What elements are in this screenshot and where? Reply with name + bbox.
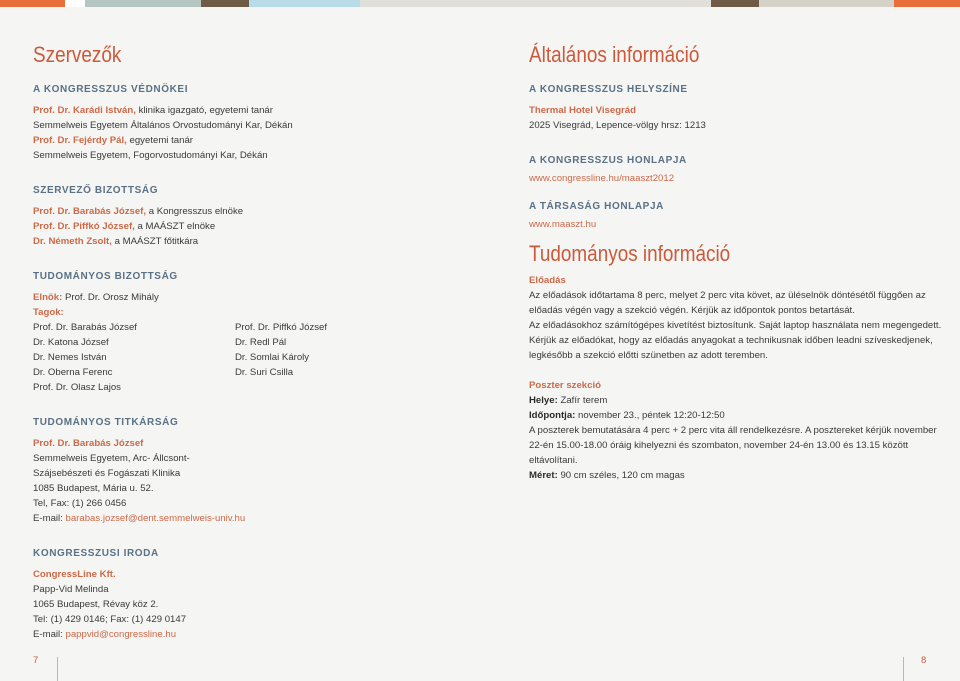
patron-2-org: Semmelweis Egyetem, Fogorvostudományi Kar, Dékán — [33, 150, 268, 161]
stripe-segment — [85, 0, 201, 7]
lecture-line: Kérjük az előadókat, hogy az előadás anyagokat a technikusnak időben leadni szíveskedjenek, — [529, 335, 933, 346]
office-contact: Papp-Vid Melinda — [33, 584, 109, 595]
right-page — [529, 40, 942, 483]
stripe-segment — [894, 0, 960, 7]
stripe-segment — [201, 0, 249, 7]
committee-chair: Elnök: Prof. Dr. Orosz Mihály — [33, 292, 159, 303]
patron-2-name: Prof. Dr. Fejérdy Pál, — [33, 135, 127, 146]
secretariat-email: E-mail: barabas.jozsef@dent.semmelweis-univ.hu — [33, 513, 246, 524]
page-number-right: 8 — [921, 655, 927, 666]
patrons-heading: A KONGRESSZUS VÉDNÖKEI — [33, 84, 189, 95]
patron-1-org: Semmelweis Egyetem Általános Orvostudományi Kar, Dékán — [33, 120, 293, 131]
secretariat-address: 1085 Budapest, Mária u. 52. — [33, 483, 154, 494]
left-page — [33, 40, 473, 642]
stripe-segment — [759, 0, 894, 7]
office-address: 1065 Budapest, Révay köz 2. — [33, 599, 159, 610]
venue-address: 2025 Visegrád, Lepence-völgy hrsz: 1213 — [529, 120, 706, 131]
society-website-link[interactable]: www.maaszt.hu — [529, 219, 597, 230]
member: Prof. Dr. Olasz Lajos — [33, 382, 121, 393]
footer-rule-right — [903, 657, 904, 681]
poster-place: Helye: Zafír terem — [529, 395, 608, 406]
organizer-1: Prof. Dr. Barabás József, a Kongresszus elnöke — [33, 206, 244, 217]
poster-line: eltávolítani. — [529, 455, 578, 466]
stripe-segment — [249, 0, 360, 7]
venue-heading: A KONGRESSZUS HELYSZÍNE — [529, 84, 688, 95]
stripe-segment — [360, 0, 711, 7]
member: Prof. Dr. Barabás József — [33, 322, 137, 333]
congress-website-heading: A KONGRESSZUS HONLAPJA — [529, 155, 687, 166]
office-phone: Tel: (1) 429 0146; Fax: (1) 429 0147 — [33, 614, 187, 625]
top-color-stripe — [0, 0, 960, 7]
member: Dr. Katona József — [33, 337, 109, 348]
office-company: CongressLine Kft. — [33, 569, 116, 580]
scientific-committee-heading: TUDOMÁNYOS BIZOTTSÁG — [33, 271, 178, 282]
page-title-general-info: Általános információ — [529, 42, 700, 67]
patron-1: Prof. Dr. Karádi István, klinika igazgató, egyetemi tanár — [33, 105, 273, 116]
lecture-line: Az előadások időtartama 8 perc, melyet 2 perc vita követ, az üléselnök döntésétől függően az — [529, 290, 926, 301]
secretariat-email-link[interactable]: barabas.jozsef@dent.semmelweis-univ.hu — [65, 513, 246, 524]
member: Dr. Oberna Ferenc — [33, 367, 113, 378]
lecture-line: előadás végén vagy a szekció végén. Kérjük az időpontok pontos betartását. — [529, 305, 855, 316]
poster-line: A poszterek bemutatására 4 perc + 2 perc vita áll rendelkezésre. A posztereket kérjük november — [529, 425, 937, 436]
secretariat-name: Prof. Dr. Barabás József — [33, 438, 144, 449]
member: Prof. Dr. Piffkó József — [235, 322, 328, 333]
poster-time: Időpontja: november 23., péntek 12:20-12:50 — [529, 410, 725, 421]
congress-office-heading: KONGRESSZUSI IRODA — [33, 548, 159, 559]
lecture-line: legkésőbb a szekció előtti szünetben az adott teremben. — [529, 350, 768, 361]
secretariat-org-1: Semmelweis Egyetem, Arc- Állcsont- — [33, 453, 190, 464]
secretariat-phone: Tel, Fax: (1) 266 0456 — [33, 498, 127, 509]
page-number-left: 7 — [33, 655, 39, 666]
society-website-heading: A TÁRSASÁG HONLAPJA — [529, 201, 664, 212]
scientific-secretariat-heading: TUDOMÁNYOS TITKÁRSÁG — [33, 417, 179, 428]
committee-members-label: Tagok: — [33, 307, 64, 318]
page-title-organizers: Szervezők — [33, 42, 122, 67]
page-title-scientific-info: Tudományos információ — [529, 241, 731, 266]
member: Dr. Somlai Károly — [235, 352, 310, 363]
congress-website-link[interactable]: www.congressline.hu/maaszt2012 — [529, 173, 675, 184]
poster-heading: Poszter szekció — [529, 380, 601, 391]
secretariat-org-2: Szájsebészeti és Fogászati Klinika — [33, 468, 181, 479]
lecture-line: Az előadásokhoz számítógépes kivetítést biztosítunk. Saját laptop használata nem megengedett. — [529, 320, 942, 331]
stripe-segment — [0, 0, 65, 7]
footer-rule-left — [57, 657, 58, 681]
committee-members — [33, 320, 473, 395]
stripe-segment — [711, 0, 759, 7]
poster-line: 22-én 15.00-18.00 óráig kihelyezni és szombaton, november 24-én 13.00 és 13.15 között — [529, 440, 909, 451]
poster-size: Méret: 90 cm széles, 120 cm magas — [529, 470, 685, 481]
patron-1-name: Prof. Dr. Karádi István, — [33, 105, 136, 116]
venue-name: Thermal Hotel Visegrád — [529, 105, 636, 116]
organizing-committee-heading: SZERVEZŐ BIZOTTSÁG — [33, 185, 159, 196]
member: Dr. Nemes István — [33, 352, 107, 363]
member: Dr. Suri Csilla — [235, 367, 294, 378]
stripe-segment — [65, 0, 85, 7]
patron-2: Prof. Dr. Fejérdy Pál, egyetemi tanár — [33, 135, 193, 146]
office-email: E-mail: pappvid@congressline.hu — [33, 629, 177, 640]
lecture-heading: Előadás — [529, 275, 566, 286]
office-email-link[interactable]: pappvid@congressline.hu — [65, 629, 177, 640]
member: Dr. Redl Pál — [235, 337, 287, 348]
organizer-2: Prof. Dr. Piffkó József, a MAÁSZT elnöke — [33, 221, 216, 232]
organizer-3: Dr. Németh Zsolt, a MAÁSZT főtitkára — [33, 236, 199, 247]
